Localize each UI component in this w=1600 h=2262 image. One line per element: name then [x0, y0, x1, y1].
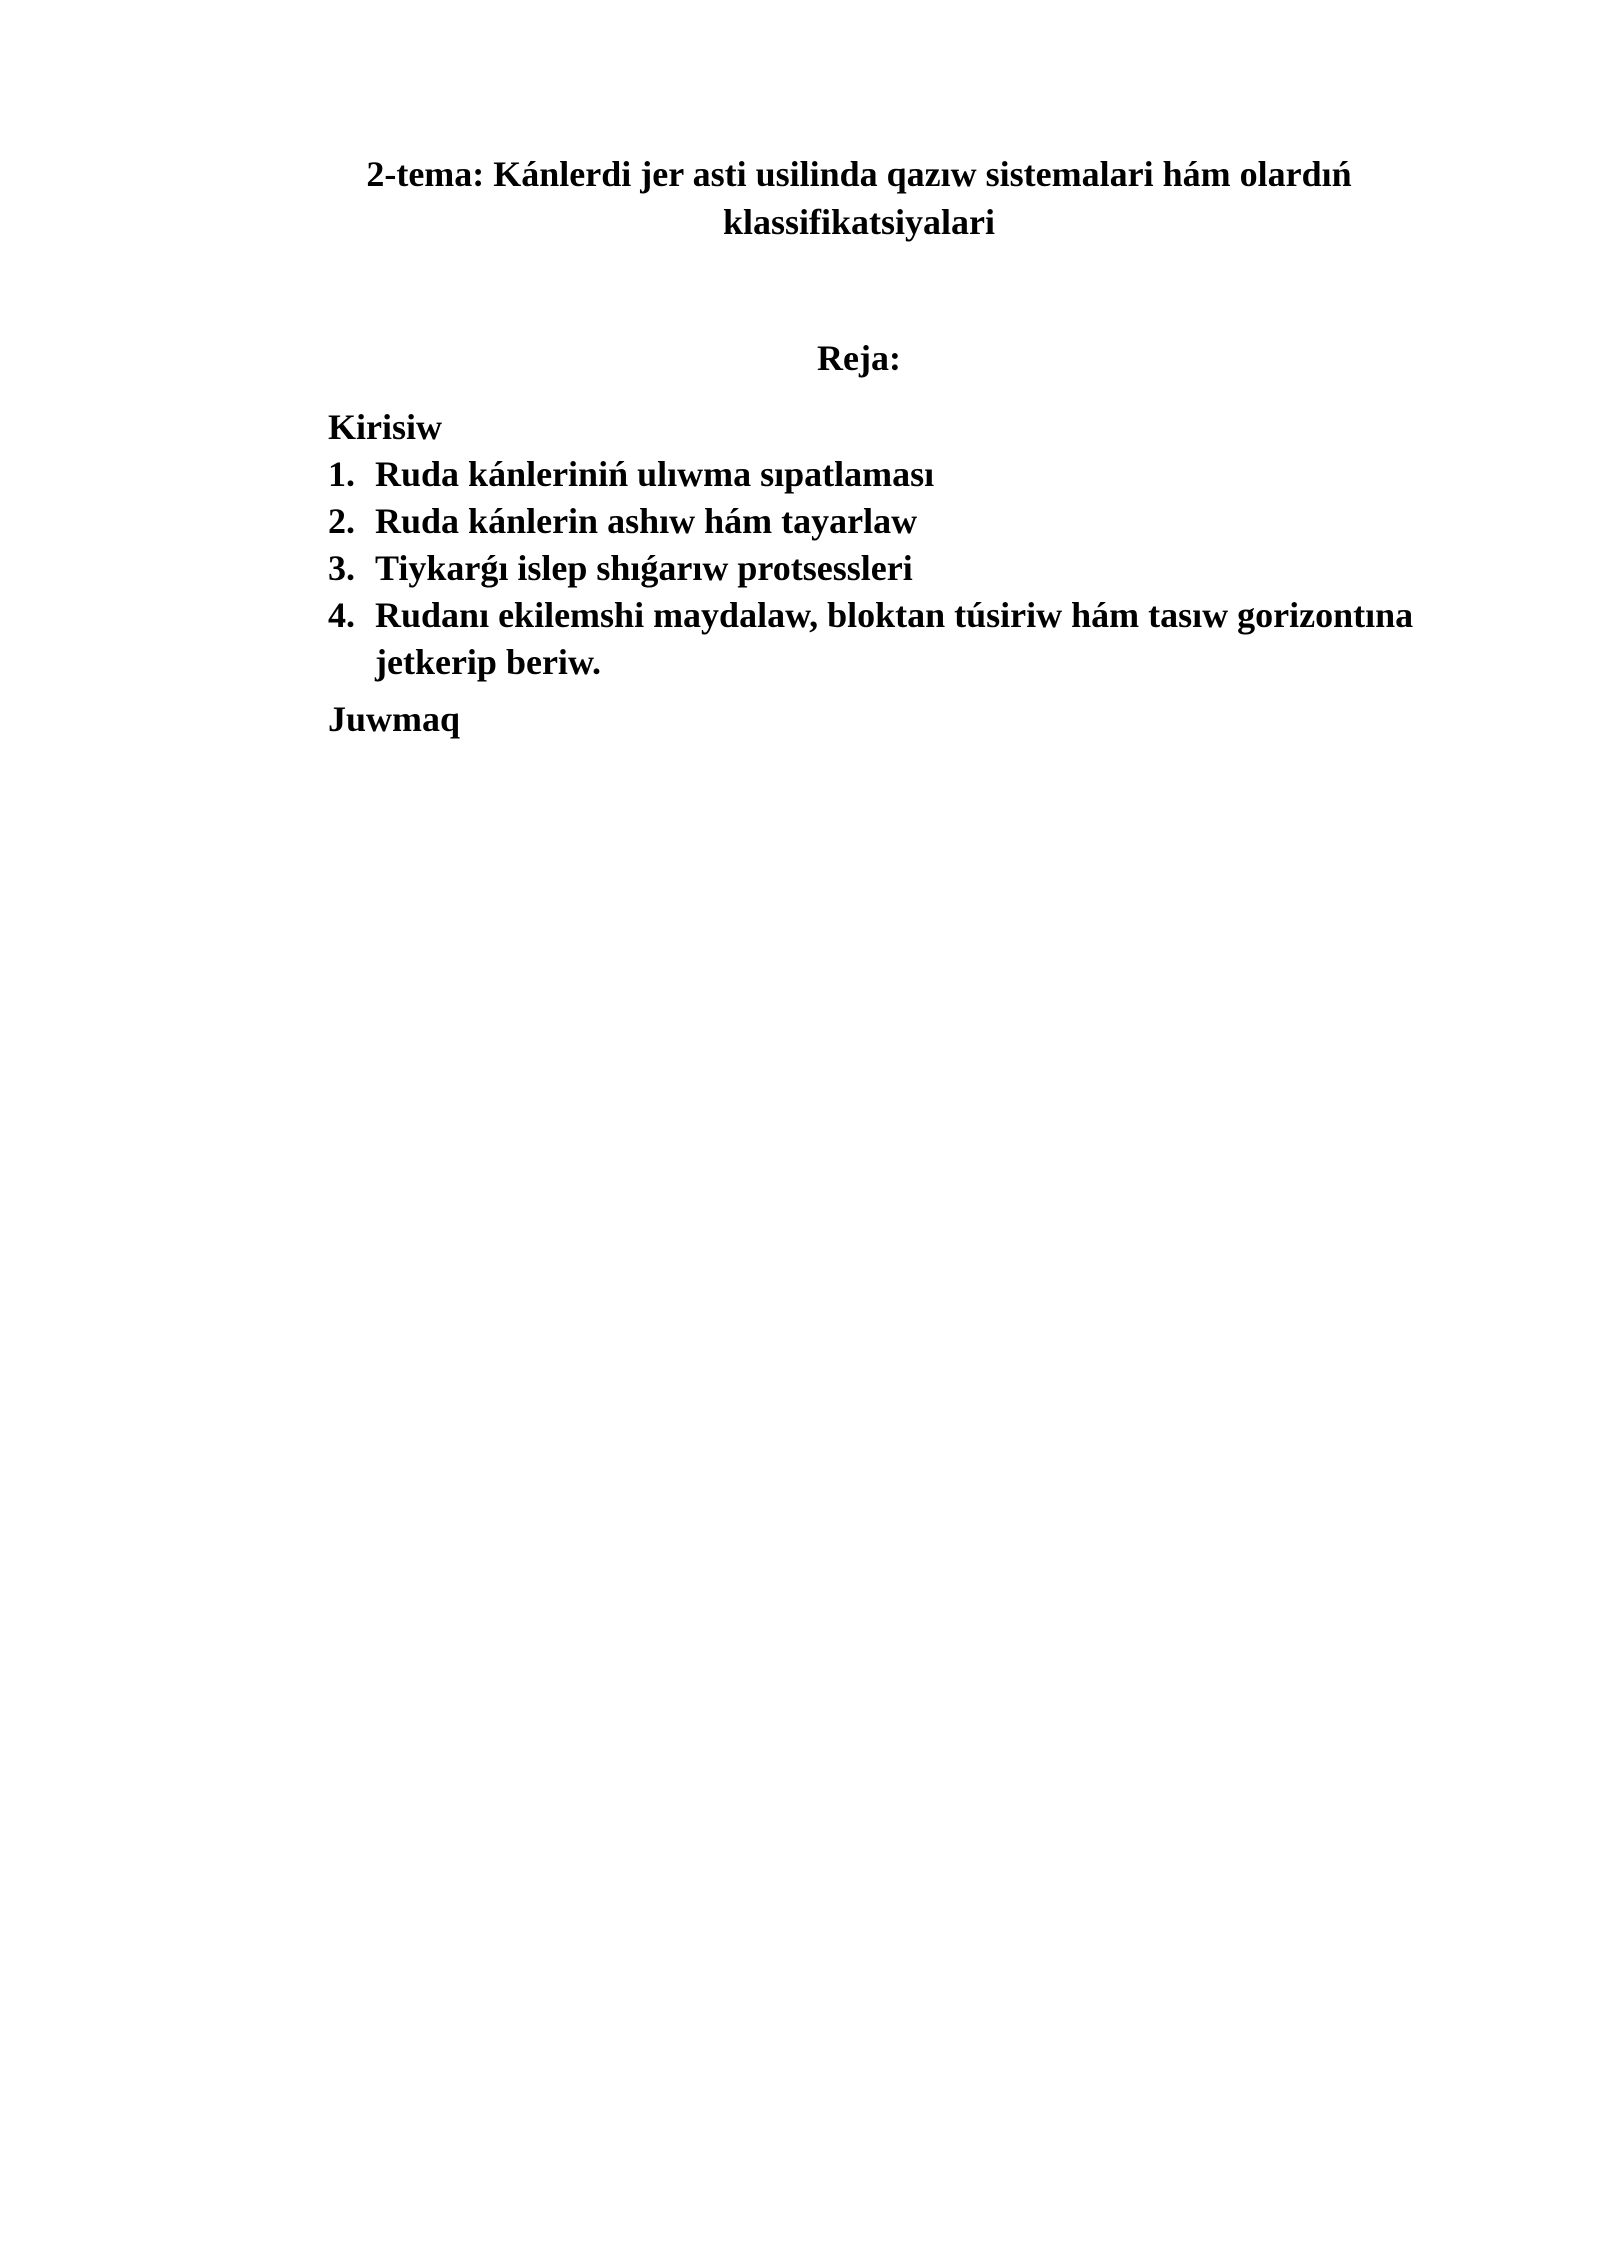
plan-item: [328, 498, 1488, 545]
plan-heading: Reja:: [817, 338, 901, 378]
plan-item: [328, 592, 1488, 686]
plan-item-text: Ruda kánleriniń ulıwma sıpatlaması: [375, 454, 935, 494]
intro-item: Kirisiw: [328, 407, 442, 447]
plan-item-number: 4.: [328, 595, 355, 635]
conclusion-item: Juwmaq: [328, 699, 461, 739]
plan-item-text: Ruda kánlerin ashıw hám tayarlaw: [375, 501, 918, 541]
plan-item-number: 3.: [328, 548, 355, 588]
document-title: 2-tema: Kánlerdi jer asti usilinda qazıw sistemalari hám olardıń klassifikatsiyalari: [366, 154, 1352, 242]
plan-item-number: 1.: [328, 454, 355, 494]
plan-list: [328, 404, 1488, 743]
plan-item-text: Tiykarǵı islep shıǵarıw protsessleri: [375, 548, 913, 588]
plan-item: [328, 451, 1488, 498]
plan-item: [328, 545, 1488, 592]
plan-item-number: 2.: [328, 501, 355, 541]
plan-item-text: Rudanı ekilemshi maydalaw, bloktan túsiriw hám tasıw gorizontına jetkerip beriw.: [375, 595, 1414, 682]
